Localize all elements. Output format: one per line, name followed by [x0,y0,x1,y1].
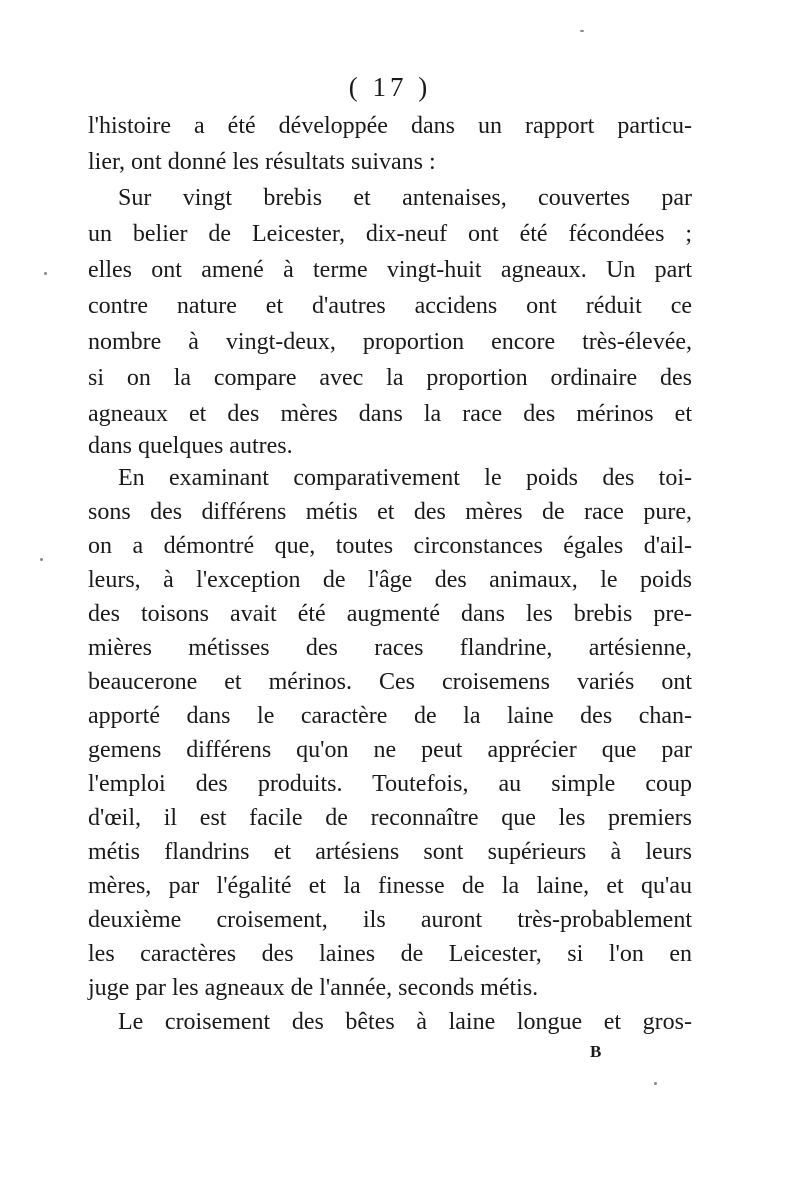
print-speck [654,1082,657,1085]
text-line: les caractères des laines de Leicester, si l'on en [88,941,692,967]
print-speck [40,558,43,561]
text-line: En examinant comparativement le poids des toi- [118,465,692,491]
text-line: beaucerone et mérinos. Ces croisemens variés ont [88,669,692,695]
text-line: dans quelques autres. [88,433,293,459]
text-line: l'emploi des produits. Toutefois, au simple coup [88,771,692,797]
text-line: nombre à vingt-deux, proportion encore très-élevée, [88,329,692,355]
text-line: si on la compare avec la proportion ordinaire des [88,365,692,391]
text-line: l'histoire a été développée dans un rapport particu- [88,113,692,139]
text-line: apporté dans le caractère de la laine des chan- [88,703,692,729]
text-line: lier, ont donné les résultats suivans : [88,149,436,175]
page-number: ( 17 ) [348,72,432,102]
text-line: un belier de Leicester, dix-neuf ont été fécondées ; [88,221,692,247]
text-line: mères, par l'égalité et la finesse de la laine, et qu'au [88,873,692,899]
text-line: Sur vingt brebis et antenaises, couvertes par [118,185,692,211]
text-line: métis flandrins et artésiens sont supérieurs à leurs [88,839,692,865]
text-line: des toisons avait été augmenté dans les brebis pre- [88,601,692,627]
text-line: d'œil, il est facile de reconnaître que les premiers [88,805,692,831]
text-line: juge par les agneaux de l'année, seconds métis. [88,975,539,1001]
print-speck [44,272,47,275]
text-line: gemens différens qu'on ne peut apprécier que par [88,737,692,763]
print-speck [580,30,584,32]
text-line: Le croisement des bêtes à laine longue et gros- [118,1009,692,1035]
text-line: on a démontré que, toutes circonstances égales d'ail- [88,533,692,559]
text-line: contre nature et d'autres accidens ont réduit ce [88,293,692,319]
signature-mark: B [590,1042,602,1061]
text-line: mières métisses des races flandrine, artésienne, [88,635,692,661]
text-line: agneaux et des mères dans la race des mérinos et [88,401,692,427]
text-line: sons des différens métis et des mères de race pure, [88,499,692,525]
text-line: deuxième croisement, ils auront très-probablement [88,907,692,933]
text-line: elles ont amené à terme vingt-huit agneaux. Un part [88,257,692,283]
text-line: leurs, à l'exception de l'âge des animaux, le poids [88,567,692,593]
